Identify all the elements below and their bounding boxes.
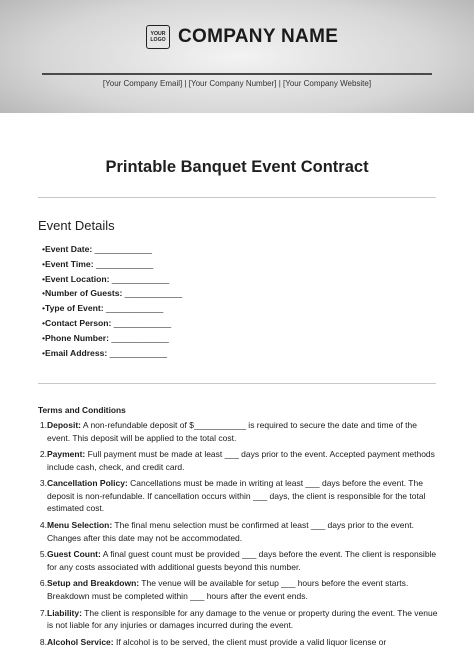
term-body [47,577,442,602]
page-header [0,0,474,113]
term-item [38,607,442,632]
term-text: The venue will be available for setup ___ hours before the event starts. Breakdown must be completed within ___ hours after the event ends. [47,578,409,601]
term-label: Cancellation Policy: [47,478,128,489]
term-text: The final menu selection must be confirmed at least ___ days prior to the event. Changes after this date may not be accommodated. [47,520,414,543]
term-number: 6. [39,578,47,589]
detail-item: •Contact Person: ____________ [42,317,172,328]
term-item [38,519,442,544]
term-label: Liability: [47,607,82,618]
term-body [47,519,442,544]
detail-blank: ____________ [109,273,170,284]
section-divider [38,383,436,384]
detail-blank: ____________ [109,332,169,343]
term-text: Full payment must be made at least ___ days prior to the event. Accepted payment methods include cash, check, and credit card. [47,449,435,472]
term-label: Setup and Breakdown: [47,578,140,589]
term-label: Alcohol Service: [47,636,114,647]
document-title: Printable Banquet Event Contract [105,158,369,176]
term-label: Guest Count: [47,549,101,560]
term-text: A final guest count must be provided ___ days before the event. The client is responsible for any costs associated with additional guests beyond this number. [47,549,437,572]
event-details-heading: Event Details [38,218,115,233]
detail-label: Event Time: [45,258,94,269]
detail-blank: ____________ [93,258,154,269]
detail-label: Event Location: [45,273,110,284]
term-number: 1. [39,420,47,430]
detail-item: •Email Address: ____________ [42,347,168,358]
term-item [38,636,442,649]
term-number: 2. [39,449,47,460]
logo-line-2: LOGO [150,37,166,43]
terms-list [38,419,442,653]
terms-heading: Terms and Conditions [38,405,126,415]
detail-item: •Event Location: ____________ [42,273,170,284]
term-label: Menu Selection: [47,520,113,531]
term-number: 3. [39,478,47,489]
contact-line: [Your Company Email] | [Your Company Number] | [Your Company Website] [102,79,372,88]
detail-item: •Event Date: ____________ [42,244,153,254]
logo-line-1: YOUR [150,31,166,37]
detail-item: •Event Time: ____________ [42,258,154,269]
detail-label: Email Address: [45,347,108,358]
term-number: 7. [39,607,47,618]
detail-item: •Phone Number: ____________ [42,332,169,343]
term-item [38,477,442,515]
detail-label: Event Date: [45,244,93,254]
detail-label: Type of Event: [45,303,104,314]
term-body [47,607,442,632]
detail-label: Number of Guests: [45,288,123,299]
term-body [47,548,442,573]
term-text: If alcohol is to be served, the client must provide a valid liquor license or [113,636,387,647]
detail-blank: ____________ [107,347,168,358]
term-body [47,448,442,473]
term-label: Payment: [47,449,86,460]
detail-blank: ____________ [92,244,153,254]
company-name: COMPANY NAME [178,26,339,47]
detail-blank: ____________ [122,288,183,299]
term-item [38,448,442,473]
detail-label: Contact Person: [45,317,112,328]
detail-blank: ____________ [103,303,164,314]
detail-blank: ____________ [111,317,172,328]
term-text: A non-refundable deposit of $___________ is required to secure the date and time of the event. This deposit will be applied to the total cost. [47,420,417,443]
brand [146,25,338,49]
term-text: Cancellations must be made in writing at least ___ days before the event. The deposit is non-refundable. If cancellation occurs within ___ days, the client is responsible for the total estimated cost. [47,478,426,514]
title-divider [38,197,436,198]
term-body [47,477,442,515]
term-item [38,419,442,444]
detail-item: •Type of Event: ____________ [42,303,164,314]
term-number: 8. [39,636,47,647]
term-body [47,636,386,649]
event-details-list [42,242,182,360]
term-number: 5. [39,549,47,560]
term-label: Deposit: [47,420,81,430]
logo-placeholder [146,25,170,49]
term-item [38,548,442,573]
header-divider [42,73,432,75]
term-text: The client is responsible for any damage to the venue or property during the event. The venue is not liable for any injuries or damages incurred during the event. [47,607,438,631]
term-body [47,419,442,444]
term-item [38,577,442,602]
term-number: 4. [39,520,47,531]
detail-label: Phone Number: [45,332,109,343]
detail-item: •Number of Guests: ____________ [42,288,183,299]
